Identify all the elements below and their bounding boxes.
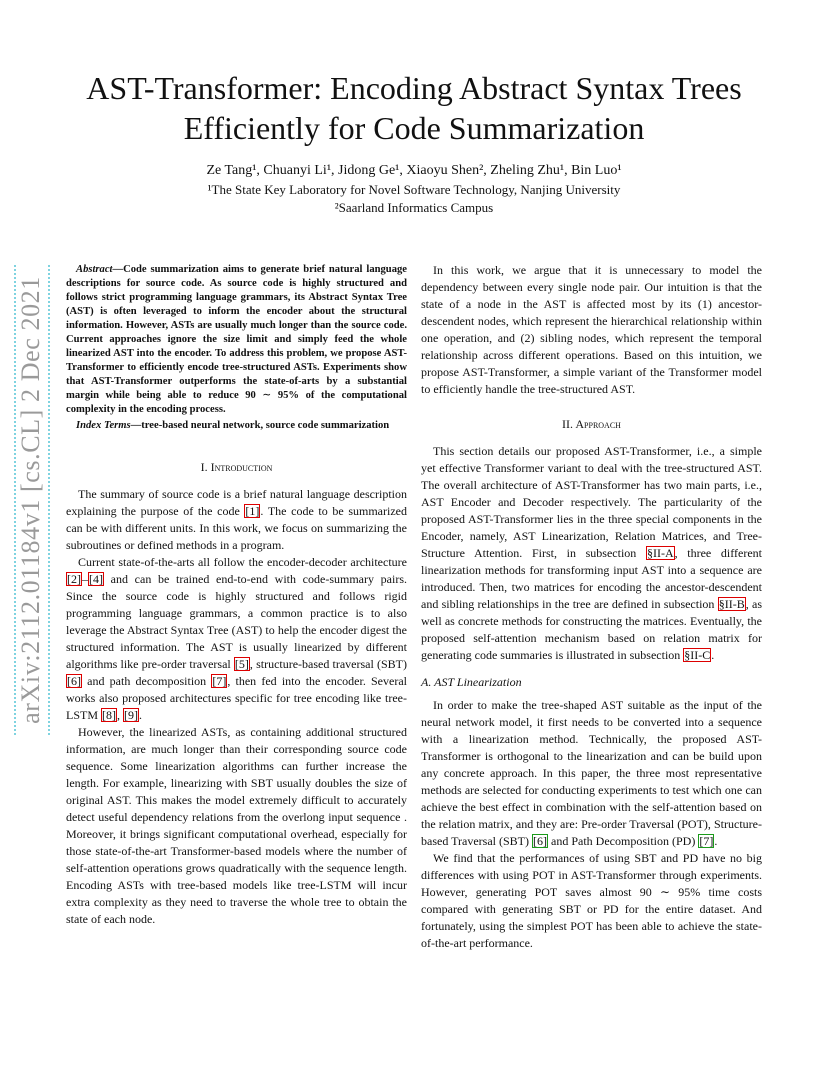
text-run: . [714, 834, 718, 848]
title-line-2: Efficiently for Code Summarization [183, 110, 645, 146]
text-run: This section details our proposed AST-Transformer, i.e., a simple yet effective Transformer variant to deal with the tree-structured AST. The overall architecture of AST-Transformer has two main parts, i.e., AST Encoder and Decoder respectively. The particularity of the proposed AST-Transformer lies in the three special components in the Encoder, namely, AST Linearization, Relation Matrices, and Tree-Structure Attention. First, in subsection [421, 444, 762, 560]
right-column [421, 262, 762, 952]
subsection-heading-ast-linearization: A. AST Linearization [421, 675, 522, 689]
paper-title [60, 68, 768, 148]
text-run: , [117, 708, 124, 722]
section-link-II-C[interactable]: §II-C [684, 648, 711, 662]
text-run: In order to make the tree-shaped AST suitable as the input of the neural network model, it first needs to be converted into a sequence with a linearization method. Technically, the proposed AST-Transformer is orthogonal to the linearization and can be build upon any concrete approach. In this paper, the three most representative methods are selected for conducting experiments to test which one can achieve the best effect in combination with the self-attention based on the relation matrix, and they are: Pre-order Traversal (POT), Structure-based Traversal (SBT) [421, 698, 762, 848]
citation-link[interactable]: [2] [67, 572, 81, 586]
intro-paragraph-1 [66, 486, 407, 554]
text-run: and Path Decomposition (PD) [548, 834, 699, 848]
section-heading-approach: II. Approach [562, 417, 621, 431]
text-run: , three different linearization methods for transforming input AST into a sequence are introduced. Then, two matrices for encoding the ancestor-descendent and sibling relationships in the tree are defined in subsection [421, 546, 763, 611]
citation-link[interactable]: [7] [699, 834, 714, 848]
arxiv-stamp-text: arXiv:2112.01184v1 [cs.CL] 2 Dec 2021 [16, 276, 45, 724]
linearization-paragraph-2: We find that the performances of using SBT and PD have no big differences with using POT in AST-Transformer through experiments. However, generating POT saves almost 90 ∼ 95% time costs compared with generating SBT or PD for the entire dataset. And fortunately, using the simplest POT has been able to achieve the state-of-the-art performance. [421, 851, 762, 950]
index-terms [66, 419, 407, 433]
linearization-paragraph-1 [421, 697, 762, 850]
citation-link[interactable]: [6] [67, 674, 81, 688]
section-link-II-B[interactable]: §II-B [718, 597, 745, 611]
intro-paragraph-4: In this work, we argue that it is unnecessary to model the dependency between every single node pair. Our intuition is that the state of a node in the AST is affected most by its (1) ancestor-descendent nodes, which represent the hierarchical relationship within one operation, and (2) sibling nodes, which represent the temporal relationship across different operations. Based on this intuition, we propose AST-Transformer, a simple variant of the Transformer model to efficiently handle the tree-structured AST. [421, 263, 762, 396]
abstract-label: Abstract [76, 264, 113, 275]
text-run: and can be trained end-to-end with code-summary pairs. Since the source code is highly structured and follows rigid programming language grammars, a common practice is to also leverage the Abstract Syntax Tree (AST) to help the encoder digest the structured information. The AST is usually linearized by different algorithms like pre-order traversal [66, 572, 407, 671]
citation-link[interactable]: [1] [245, 504, 260, 518]
citation-link[interactable]: [8] [102, 708, 117, 722]
text-run: . The code to be summarized can be with different units. In this work, we focus on summarizing the subroutines or defined methods in a program. [66, 504, 407, 552]
text-run: , as well as concrete methods for constructing the matrices. Eventually, the proposed self-attention mechanism based on relation matrix for generating code summaries is illustrated in subsection [421, 597, 762, 662]
affiliation-2: ²Saarland Informatics Campus [334, 200, 494, 215]
text-run: , then fed into the encoder. Several works also proposed architectures specific for tree encoding like tree-LSTM [66, 674, 407, 722]
text-run: . [711, 648, 715, 662]
text-run: – [82, 572, 88, 586]
author-list: Ze Tang¹, Chuanyi Li¹, Jidong Ge¹, Xiaoyu Shen², Zheling Zhu¹, Bin Luo¹ [206, 163, 622, 178]
citation-link[interactable]: [6] [533, 834, 547, 848]
abstract [66, 263, 407, 417]
arxiv-stamp [10, 265, 52, 735]
text-run: and path decomposition [82, 674, 212, 688]
section-heading-introduction: I. Introduction [200, 460, 273, 474]
text-run: . [139, 708, 143, 722]
text-run: , structure-based traversal (SBT) [249, 657, 407, 671]
left-column [66, 263, 407, 928]
citation-link[interactable]: [9] [124, 708, 139, 722]
citation-link[interactable]: [4] [89, 572, 103, 586]
affiliation-1: ¹The State Key Laboratory for Novel Software Technology, Nanjing University [207, 182, 621, 197]
citation-link[interactable]: [7] [212, 674, 227, 688]
intro-paragraph-2 [66, 554, 407, 724]
title-line-1: AST-Transformer: Encoding Abstract Syntax Trees [86, 70, 742, 106]
citation-link[interactable]: [5] [234, 657, 249, 671]
abstract-text: —Code summarization aims to generate brief natural language descriptions for source code. As source code is highly structured and follows strict programming language grammars, its Abstract Syntax Tree (AST) is often leveraged to inform the encoder about the structural information. However, ASTs are usually much longer than the source code. Current approaches ignore the size limit and simply feed the whole linearized AST into the encoder. To address this problem, we propose AST-Transformer to efficiently encode tree-structured ASTs. Experiments show that AST-Transformer outperforms the state-of-arts by a substantial margin while being able to reduce 90 ∼ 95% of the computational complexity in the encoding process. [66, 264, 407, 415]
text-run: Current state-of-the-arts all follow the encoder-decoder architecture [78, 555, 407, 569]
index-terms-label: Index Terms [76, 420, 131, 431]
text-run: The summary of source code is a brief natural language description explaining the purpose of the code [66, 487, 407, 518]
section-link-II-A[interactable]: §II-A [646, 546, 674, 560]
intro-paragraph-3: However, the linearized ASTs, as containing additional structured information, are much longer than their corresponding source code sequence. Some linearization algorithms can further increase the length. For example, linearizing with SBT usually doubles the size of original AST. This makes the model extremely difficult to accurately detect useful dependency relations from the overlong input sequence . Moreover, it brings significant computational overhead, especially for those state-of-the-art Transformer-based models where the number of self-attention operations grows quadratically with the sequence length. Encoding ASTs with tree-based models like tree-LSTM will incur extra complexity as they need to traverse the whole tree to obtain the state of each node. [66, 725, 407, 926]
approach-paragraph-1 [421, 443, 762, 664]
index-terms-text: —tree-based neural network, source code summarization [130, 420, 390, 431]
